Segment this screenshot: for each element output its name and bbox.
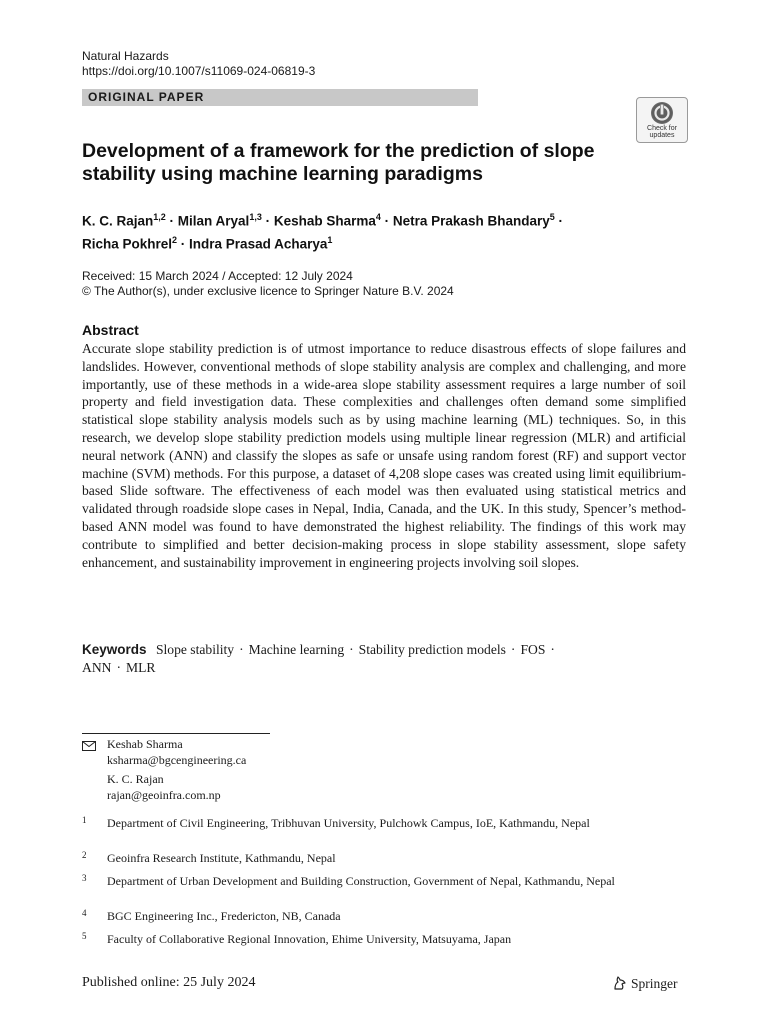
correspondence-entry — [107, 736, 246, 768]
affiliation-number: 1 — [82, 815, 87, 825]
abstract-heading: Abstract — [82, 322, 139, 338]
article-type-label: ORIGINAL PAPER — [88, 90, 205, 104]
author-affiliation-ref: 1,3 — [249, 212, 262, 222]
copyright-notice: © The Author(s), under exclusive licence to Springer Nature B.V. 2024 — [82, 284, 454, 298]
springer-horse-icon — [612, 975, 628, 991]
publisher-logo — [612, 975, 678, 993]
check-updates-line1: Check for — [647, 125, 677, 132]
check-updates-line2: updates — [649, 132, 675, 139]
keywords-line: Keywords Slope stability · Machine learning · Stability prediction models · FOS · ANN · MLR — [82, 642, 555, 675]
publisher-name: Springer — [631, 976, 678, 991]
corresponding-author-email[interactable]: ksharma@bgcengineering.ca — [107, 753, 247, 767]
footnote-divider — [82, 733, 270, 734]
corresponding-author-name: K. C. Rajan — [107, 772, 164, 786]
journal-name: Natural Hazards — [82, 49, 169, 63]
correspondence-entry — [107, 771, 221, 803]
keyword: Machine learning — [248, 642, 345, 657]
author-affiliation-ref: 1 — [327, 234, 333, 245]
article-type-band — [82, 89, 478, 106]
affiliation-text: Department of Civil Engineering, Tribhuvan University, Pulchowk Campus, IoE, Kathmandu, Nepal — [107, 816, 590, 830]
author-affiliation-ref: 4 — [375, 212, 381, 222]
author-affiliation-ref: 2 — [172, 234, 178, 245]
keyword: Stability prediction models — [358, 642, 506, 657]
envelope-icon — [82, 738, 96, 756]
keyword: MLR — [125, 660, 156, 675]
author-name[interactable]: Milan Aryal — [177, 213, 250, 229]
author-name[interactable]: K. C. Rajan — [82, 213, 154, 229]
check-updates-icon — [651, 102, 673, 124]
paper-title: Development of a framework for the prediction of slope stability using machine learning paradigms — [82, 140, 595, 185]
affiliation-text: Department of Urban Development and Building Construction, Government of Nepal, Kathmandu, Nepal — [107, 874, 615, 888]
received-accepted-dates: Received: 15 March 2024 / Accepted: 12 July 2024 — [82, 269, 353, 283]
affiliation-number: 2 — [82, 850, 87, 860]
author-affiliation-ref: 1,2 — [153, 212, 166, 222]
author-affiliation-ref: 5 — [549, 212, 555, 222]
keyword: Slope stability — [155, 642, 235, 657]
author-name[interactable]: Indra Prasad Acharya — [189, 236, 328, 251]
affiliation-number: 3 — [82, 873, 87, 883]
affiliation-text: BGC Engineering Inc., Fredericton, NB, Canada — [107, 909, 341, 923]
keywords-heading: Keywords — [82, 642, 147, 657]
abstract-text: Accurate slope stability prediction is of utmost importance to reduce disastrous effects of slope failures and landslides. However, conventional methods of slope stability analysis are complex and challenging, and more importantly, use of these methods in a wide-area slope stability assessment requires a large number of soil property and field investigation data. These complexities and challenges often demand some simplified statistical slope stability analysis models such as by using machine learning (ML) techniques. So, in this research, we develop slope stability prediction models using multiple linear regression (MLR) and artificial neural network (ANN) and classify the slopes as safe or unsafe using random forest (RF) and support vector machine (SVM) methods. For this purpose, a dataset of 4,208 slope cases was created using limit equilibrium-based Slide software. The effectiveness of each model was then evaluated using statistical metrics and validated through roadside slope cases in Nepal, India, Canada, and the UK. In this study, Spencer’s method-based ANN model was found to have demonstrated the highest reliability. The findings of this work may contribute to simplified and better decision-making process in slope stability assessment, slope safety enhancement, and sustainability improvement in engineering projects involving soil slopes. — [82, 341, 686, 570]
author-name[interactable]: Netra Prakash Bhandary — [392, 213, 550, 229]
affiliation-text: Faculty of Collaborative Regional Innovation, Ehime University, Matsuyama, Japan — [107, 932, 512, 946]
affiliation-text: Geoinfra Research Institute, Kathmandu, Nepal — [107, 851, 336, 865]
corresponding-author-email[interactable]: rajan@geoinfra.com.np — [107, 788, 221, 802]
author-name[interactable]: Richa Pokhrel — [82, 236, 173, 251]
affiliation-number: 5 — [82, 931, 87, 941]
published-online-date: Published online: 25 July 2024 — [82, 975, 256, 990]
author-name[interactable]: Keshab Sharma — [273, 213, 376, 229]
keyword: FOS — [520, 642, 546, 657]
author-list: K. C. Rajan$^{1,2}$ · Milan Aryal$^{1,3}$ · Keshab Sharma$^4$ · Netra Prakash Bhandary$^5$ · Richa Pokhrel$^2$ · Indra Prasad Acharya$^1$ — [82, 212, 563, 251]
doi-link[interactable]: https://doi.org/10.1007/s11069-024-06819-3 — [82, 64, 316, 78]
check-for-updates-button[interactable] — [636, 97, 688, 143]
keyword: ANN — [82, 660, 112, 675]
affiliation-number: 4 — [82, 908, 87, 918]
corresponding-author-name: Keshab Sharma — [107, 737, 183, 751]
